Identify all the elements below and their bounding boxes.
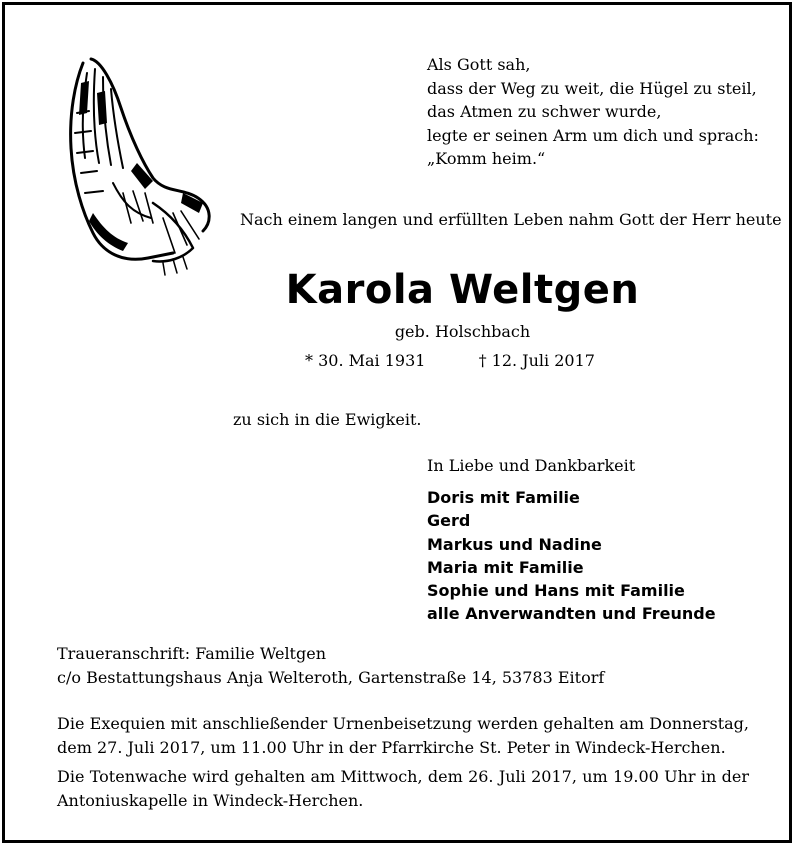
intro-text: Nach einem langen und erfüllten Leben nahm Gott der Herr heute [240, 210, 782, 229]
mourning-address [57, 642, 604, 690]
deceased-name: Karola Weltgen [285, 267, 640, 313]
mourner-item: Sophie und Hans mit Familie [427, 581, 685, 601]
closing-text: zu sich in die Ewigkeit. [233, 410, 422, 429]
exequies-paragraph: Die Exequien mit anschließender Urnenbeisetzung werden gehalten am Donnerstag, dem 27. Juli 2017, um 11.00 Uhr in der Pfarrkirche St. Peter in Windeck-Herchen. [57, 714, 749, 757]
life-dates [305, 351, 595, 370]
love-line: In Liebe und Dankbarkeit [427, 456, 636, 475]
poem-line: dass der Weg zu weit, die Hügel zu steil, [427, 78, 757, 98]
birth-name: geb. Holschbach [394, 322, 531, 341]
mourner-item: Maria mit Familie [427, 557, 584, 577]
address-line: Traueranschrift: Familie Weltgen [57, 644, 326, 663]
address-line: c/o Bestattungshaus Anja Welteroth, Gartenstraße 14, 53783 Eitorf [57, 668, 605, 687]
poem-line: Als Gott sah, [427, 55, 531, 74]
praying-hands-icon [53, 53, 223, 283]
mourner-item: Markus und Nadine [427, 534, 602, 554]
mourner-item: Gerd [427, 511, 471, 531]
wake-paragraph: Die Totenwache wird gehalten am Mittwoch, dem 26. Juli 2017, um 19.00 Uhr in der Antoniuskapelle in Windeck-Herchen. [57, 767, 749, 810]
birth-date: * 30. Mai 1931 [305, 351, 426, 370]
poem [427, 53, 759, 171]
mourner-item: alle Anverwandten und Freunde [427, 604, 716, 624]
poem-line: „Komm heim.“ [427, 149, 546, 168]
poem-line: legte er seinen Arm um dich und sprach: [427, 125, 759, 145]
poem-line: das Atmen zu schwer wurde, [427, 102, 662, 121]
obituary-frame [2, 2, 792, 843]
mourners-list [427, 486, 716, 626]
death-date: † 12. Juli 2017 [478, 351, 595, 370]
mourner-item: Doris mit Familie [427, 488, 580, 507]
